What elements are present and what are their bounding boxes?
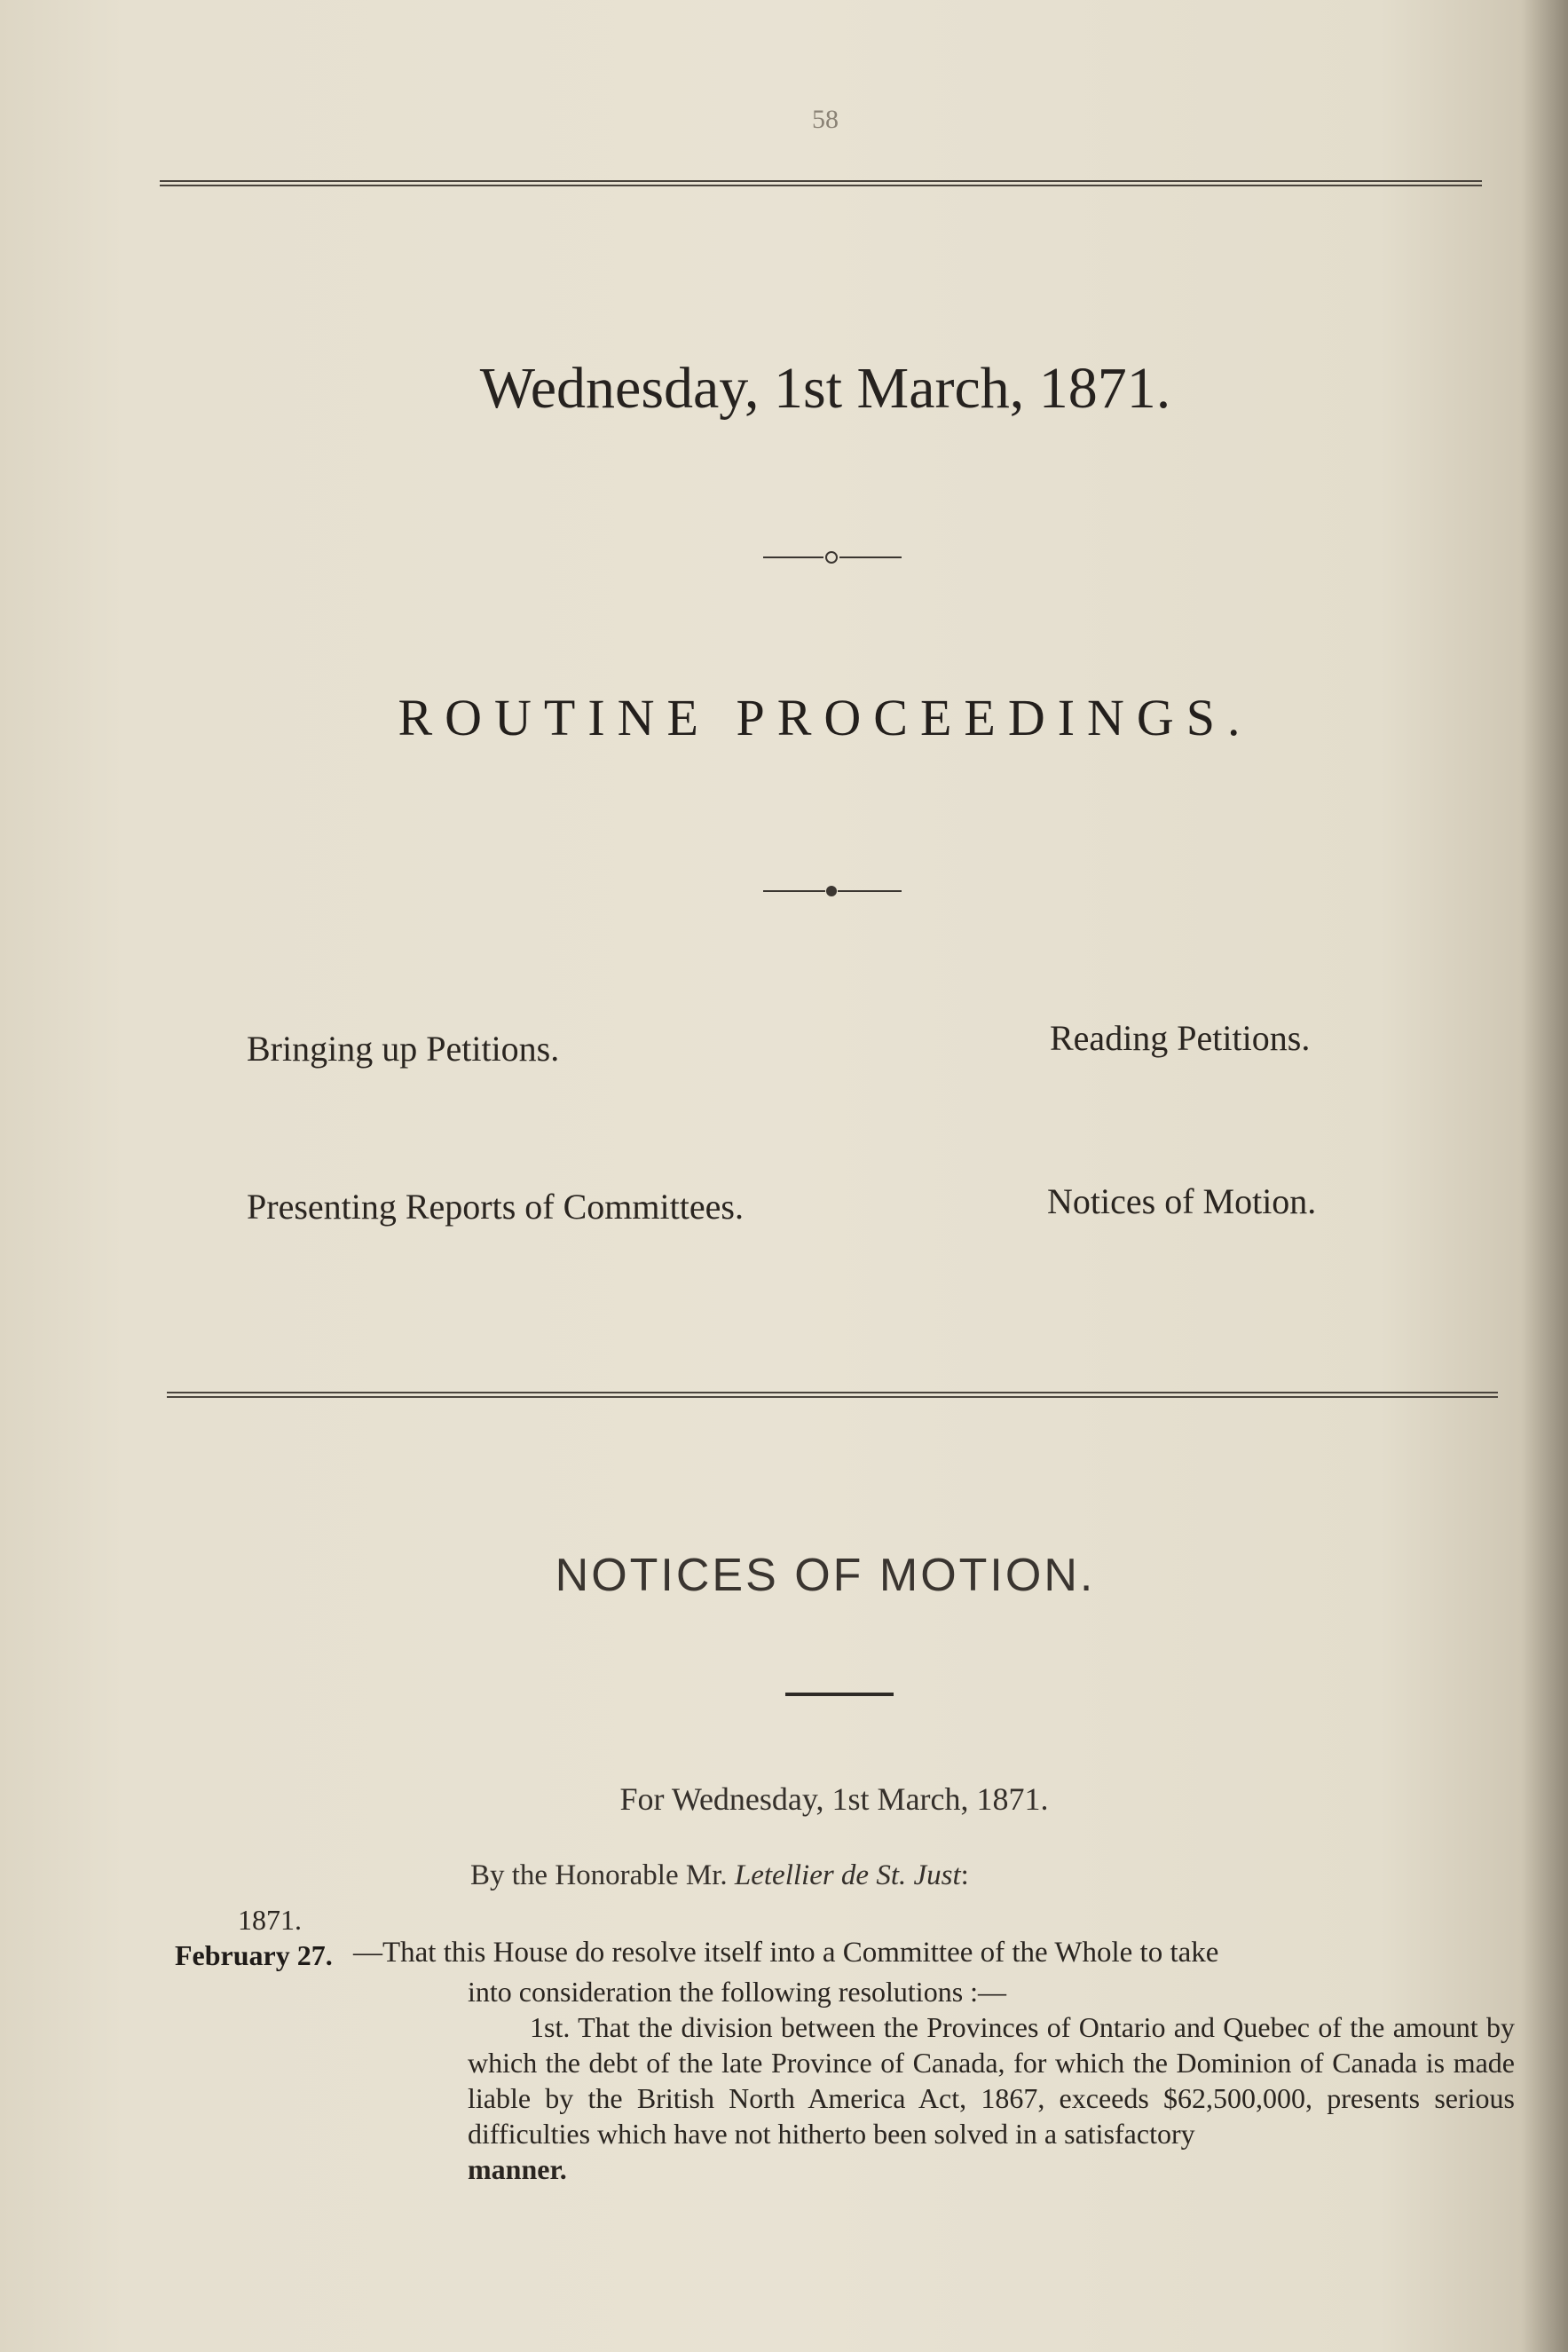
motion-first-line: —That this House do resolve itself into a Committee of the Whole to take	[353, 1937, 1219, 1969]
motion-second-line: into consideration the following resolutions :—	[468, 1976, 1007, 2008]
proceeding-item: Reading Petitions.	[1050, 1018, 1311, 1058]
motion-body	[468, 1974, 1515, 2187]
ornament-divider	[763, 549, 905, 566]
page-number: 58	[812, 105, 839, 134]
top-double-rule	[160, 180, 1482, 186]
mover-prefix: By the Honorable Mr.	[470, 1859, 728, 1891]
dot-ornament-icon	[826, 886, 837, 896]
for-date-line: For Wednesday, 1st March, 1871.	[619, 1781, 1049, 1817]
mover-name: Letellier de St. Just	[734, 1859, 961, 1891]
proceeding-item: Presenting Reports of Committees.	[247, 1187, 744, 1227]
routine-proceedings-heading: ROUTINE PROCEEDINGS.	[398, 689, 1253, 746]
mover-line	[470, 1859, 969, 1892]
margin-date: February 27.	[175, 1939, 333, 1971]
motion-resolution: 1st. That the division between the Provinces of Ontario and Quebec of the amount by which the debt of the late Province of Canada, for which the Dominion of Canada is made liable by the British North America Act, 1867, exceeds $62,500,000, presents serious difficulties which have not hitherto been solved in a satisfactory	[468, 2011, 1515, 2150]
proceeding-item: Notices of Motion.	[1047, 1181, 1317, 1221]
ornament-divider	[763, 882, 905, 900]
circle-ornament-icon	[825, 551, 838, 564]
motion-last-word: manner.	[468, 2153, 567, 2185]
date-heading: Wednesday, 1st March, 1871.	[479, 356, 1171, 421]
proceeding-item: Bringing up Petitions.	[247, 1029, 560, 1069]
margin-year: 1871.	[238, 1904, 302, 1936]
mover-suffix: :	[960, 1859, 969, 1891]
short-rule	[785, 1693, 894, 1696]
notices-of-motion-heading: NOTICES OF MOTION.	[555, 1550, 1096, 1601]
middle-double-rule	[167, 1392, 1498, 1398]
